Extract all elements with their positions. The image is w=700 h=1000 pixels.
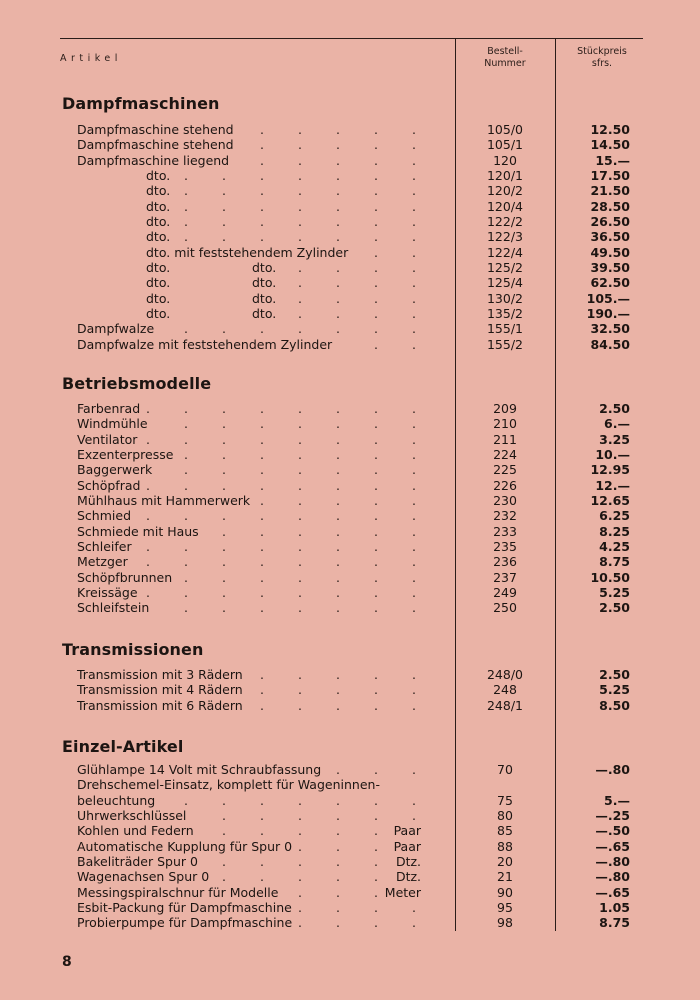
article-name: Windmühle xyxy=(77,416,148,432)
unit-price: —.65 xyxy=(595,884,630,900)
section-title: Dampfmaschinen xyxy=(62,94,220,113)
article-name: Kreissäge xyxy=(77,584,138,600)
article-name: Uhrwerkschlüssel xyxy=(77,807,187,823)
article-name: Dampfmaschine stehend xyxy=(77,137,234,153)
unit-price: —.80 xyxy=(595,853,630,869)
unit-price: —.50 xyxy=(595,823,630,839)
unit-price: 26.50 xyxy=(590,213,630,229)
unit-price: 15.— xyxy=(595,152,630,168)
catalog-row: Schleifer . . . . . . . . 235 4.25 xyxy=(77,538,630,554)
catalog-row: dto. . . . . . . . 122/3 36.50 xyxy=(146,229,630,245)
article-name: Schleifer xyxy=(77,538,132,554)
unit-price: 49.50 xyxy=(590,244,630,260)
unit-price: 10.— xyxy=(595,446,630,462)
catalog-row: Kohlen und Federn . . . . . Paar 85 —.50 xyxy=(77,823,630,839)
unit-price: 12.95 xyxy=(590,462,630,478)
catalog-row: Dampfmaschine stehend . . . . . 105/0 12.50 xyxy=(77,122,630,137)
unit-price: 39.50 xyxy=(590,259,630,275)
order-number: 155/2 xyxy=(486,336,524,352)
article-name: Baggerwerk xyxy=(77,462,153,478)
article-name: Farbenrad xyxy=(77,401,141,416)
page-number: 8 xyxy=(62,954,72,970)
unit-price: 28.50 xyxy=(590,198,630,214)
article-name: Probierpumpe für Dampfmaschine xyxy=(77,915,293,931)
unit-price: 62.50 xyxy=(590,275,630,291)
catalog-row: dto. dto. . . . . 130/2 105.— xyxy=(146,290,630,306)
catalog-row: Dampfwalze mit feststehendem Zylinder . . 155/2 84.50 xyxy=(77,336,630,352)
unit-price: 14.50 xyxy=(590,137,630,153)
order-number: 21 xyxy=(497,869,513,885)
article-name: Wagenachsen Spur 0 xyxy=(77,869,210,885)
article-name: Schleifstein xyxy=(77,600,150,616)
unit-price: 12.65 xyxy=(590,492,630,508)
order-number: 230 xyxy=(493,492,517,508)
unit-price: 6.25 xyxy=(599,508,630,524)
order-number: 225 xyxy=(493,462,517,478)
article-name: beleuchtung xyxy=(77,792,156,808)
unit-price: 105.— xyxy=(586,290,630,306)
order-number: 210 xyxy=(493,416,517,432)
catalog-row: Schleifstein . . . . . . . 250 2.50 xyxy=(77,600,630,616)
article-unit: Dtz. xyxy=(395,853,421,869)
article-name: Schöpfrad xyxy=(77,477,141,493)
unit-price: 36.50 xyxy=(590,229,630,245)
order-number: 88 xyxy=(497,838,513,854)
catalog-row: beleuchtung . . . . . . . 75 5.— xyxy=(77,792,630,808)
unit-price: 2.50 xyxy=(599,600,630,616)
article-name: Kohlen und Federn xyxy=(77,823,194,839)
catalog-row: Dampfwalze . . . . . . . 155/1 32.50 xyxy=(77,321,630,337)
unit-price: 8.25 xyxy=(599,523,630,539)
order-number: 248 xyxy=(493,682,517,698)
order-number: 98 xyxy=(497,915,513,931)
catalog-row: Dampfmaschine stehend . . . . . 105/1 14.50 xyxy=(77,137,630,153)
unit-price: 6.— xyxy=(604,416,630,432)
order-number: 122/4 xyxy=(486,244,524,260)
catalog-row: Schöpfbrunnen . . . . . . . 237 10.50 xyxy=(77,569,630,585)
header-artikel: Artikel xyxy=(60,53,122,64)
catalog-row: Dampfmaschine liegend . . . . . 120 15.— xyxy=(77,152,630,168)
order-number: 248/1 xyxy=(486,697,524,713)
article-name: Esbit-Packung für Dampfmaschine xyxy=(77,899,292,915)
catalog-row: Wagenachsen Spur 0 . . . . . Dtz. 21 —.80 xyxy=(77,869,630,885)
order-number: 122/2 xyxy=(486,213,524,229)
unit-price: 32.50 xyxy=(590,321,630,337)
unit-price: 5.— xyxy=(604,792,630,808)
order-number: 211 xyxy=(493,431,517,447)
article-name: dto. xyxy=(146,167,171,183)
unit-price: 4.25 xyxy=(599,538,630,554)
order-number: 235 xyxy=(493,538,517,554)
catalog-row: dto. . . . . . . . 120/2 21.50 xyxy=(146,183,630,199)
order-number: 105/0 xyxy=(486,122,524,137)
catalog-row: Transmission mit 4 Rädern . . . . . 248 5.25 xyxy=(77,682,630,698)
article-name: dto. xyxy=(146,259,171,275)
catalog-row: dto. . . . . . . . 120/4 28.50 xyxy=(146,198,630,214)
order-number: 155/1 xyxy=(486,321,524,337)
order-number: 105/1 xyxy=(486,137,524,153)
order-number: 80 xyxy=(497,807,513,823)
catalog-row: Transmission mit 3 Rädern . . . . . 248/0 2.50 xyxy=(77,667,630,682)
article-name: Schmiede mit Haus xyxy=(77,523,199,539)
order-number: 233 xyxy=(493,523,517,539)
unit-price: 8.75 xyxy=(599,554,630,570)
article-name: Ventilator xyxy=(77,431,138,447)
catalog-row: Automatische Kupplung für Spur 0 . . . Paar 88 —.65 xyxy=(77,838,630,854)
unit-price: 1.05 xyxy=(599,899,630,915)
order-number: 224 xyxy=(493,446,517,462)
unit-price: —.80 xyxy=(595,762,630,777)
article-name: Glühlampe 14 Volt mit Schraubfassung xyxy=(77,762,322,777)
catalog-row: Bakeliträder Spur 0 . . . . . Dtz. 20 —.80 xyxy=(77,853,630,869)
article-name: Schöpfbrunnen xyxy=(77,569,173,585)
unit-price: 10.50 xyxy=(590,569,630,585)
unit-price: 3.25 xyxy=(599,431,630,447)
header-bestell-nummer: Bestell- Nummer xyxy=(484,46,526,69)
article-unit: Dtz. xyxy=(395,869,421,885)
catalog-row: Transmission mit 6 Rädern . . . . . 248/1 8.50 xyxy=(77,697,630,713)
unit-price: 21.50 xyxy=(590,183,630,199)
order-number: 120/4 xyxy=(486,198,524,214)
catalog-row: Mühlhaus mit Hammerwerk . . . . . 230 12.65 xyxy=(77,492,630,508)
unit-price: —.80 xyxy=(595,869,630,885)
article-name: dto. mit feststehendem Zylinder xyxy=(146,244,349,260)
article-name: Transmission mit 3 Rädern xyxy=(77,667,243,682)
unit-price: —.25 xyxy=(595,807,630,823)
order-number: 95 xyxy=(497,899,513,915)
order-number: 130/2 xyxy=(486,290,524,306)
article-name: dto. xyxy=(146,305,171,321)
article-name: Dampfmaschine stehend xyxy=(77,122,234,137)
catalog-row: Esbit-Packung für Dampfmaschine . . . . 95 1.05 xyxy=(77,899,630,915)
section-title: Transmissionen xyxy=(62,640,204,659)
header-stueckpreis: Stückpreis sfrs. xyxy=(577,46,627,69)
catalog-row: dto. dto. . . . . 125/2 39.50 xyxy=(146,259,630,275)
article-name: Automatische Kupplung für Spur 0 xyxy=(77,838,293,854)
unit-price: 2.50 xyxy=(599,667,630,682)
article-name: Transmission mit 6 Rädern xyxy=(77,697,243,713)
catalog-row: Farbenrad . . . . . . . . 209 2.50 xyxy=(77,401,630,416)
section-title: Betriebsmodelle xyxy=(62,374,212,393)
order-number: 20 xyxy=(497,853,513,869)
order-number: 236 xyxy=(493,554,517,570)
article-sub: dto. xyxy=(252,275,277,291)
order-number: 125/2 xyxy=(486,259,524,275)
article-name: Dampfwalze mit feststehendem Zylinder xyxy=(77,336,333,352)
article-name: dto. xyxy=(146,213,171,229)
order-number: 226 xyxy=(493,477,517,493)
catalog-row: Probierpumpe für Dampfmaschine . . . . 98 8.75 xyxy=(77,915,630,931)
order-number: 75 xyxy=(497,792,513,808)
order-number: 209 xyxy=(493,401,517,416)
order-number: 232 xyxy=(493,508,517,524)
unit-price: 84.50 xyxy=(590,336,630,352)
article-name: Messingspiralschnur für Modelle xyxy=(77,884,279,900)
unit-price: 17.50 xyxy=(590,167,630,183)
order-number: 237 xyxy=(493,569,517,585)
article-name: dto. xyxy=(146,275,171,291)
order-number: 85 xyxy=(497,823,513,839)
article-unit: Paar xyxy=(393,823,421,839)
catalog-row: Baggerwerk . . . . . . . 225 12.95 xyxy=(77,462,630,478)
article-name: Dampfwalze xyxy=(77,321,155,337)
article-name: Schmied xyxy=(77,508,132,524)
article-name: Bakeliträder Spur 0 xyxy=(77,853,198,869)
order-number: 120/1 xyxy=(486,167,524,183)
article-sub: dto. xyxy=(252,259,277,275)
article-name: Metzger xyxy=(77,554,128,570)
article-name: dto. xyxy=(146,290,171,306)
order-number: 70 xyxy=(497,762,513,777)
unit-price: —.65 xyxy=(595,838,630,854)
catalog-row: Kreissäge . . . . . . . . 249 5.25 xyxy=(77,584,630,600)
unit-price: 5.25 xyxy=(599,584,630,600)
unit-price: 8.50 xyxy=(599,697,630,713)
catalog-row: dto. dto. . . . . 125/4 62.50 xyxy=(146,275,630,291)
catalog-row: Schöpfrad . . . . . . . . 226 12.— xyxy=(77,477,630,493)
article-name: dto. xyxy=(146,198,171,214)
catalog-row: Uhrwerkschlüssel . . . . . . 80 —.25 xyxy=(77,807,630,823)
catalog-row: Exzenterpresse . . . . . . . 224 10.— xyxy=(77,446,630,462)
order-number: 135/2 xyxy=(486,305,524,321)
article-name: dto. xyxy=(146,229,171,245)
catalog-row: dto. . . . . . . . 120/1 17.50 xyxy=(146,167,630,183)
article-name: Exzenterpresse xyxy=(77,446,174,462)
catalog-row: Ventilator . . . . . . . . 211 3.25 xyxy=(77,431,630,447)
unit-price: 5.25 xyxy=(599,682,630,698)
article-unit: Meter xyxy=(384,884,421,900)
order-number: 248/0 xyxy=(486,667,524,682)
order-number: 120/2 xyxy=(486,183,524,199)
catalog-row: Glühlampe 14 Volt mit Schraubfassung . . . 70 —.80 xyxy=(77,762,630,777)
article-sub: dto. xyxy=(252,290,277,306)
article-name: Transmission mit 4 Rädern xyxy=(77,682,243,698)
article-sub: dto. xyxy=(252,305,277,321)
order-number: 125/4 xyxy=(486,275,524,291)
catalog-row: Messingspiralschnur für Modelle . . . Meter 90 —.65 xyxy=(77,884,630,900)
catalog-row: Windmühle . . . . . . . 210 6.— xyxy=(77,416,630,432)
catalog-row xyxy=(0,777,700,792)
article-name: Dampfmaschine liegend xyxy=(77,152,230,168)
unit-price: 190.— xyxy=(586,305,630,321)
catalog-row: Metzger . . . . . . . . 236 8.75 xyxy=(77,554,630,570)
article-name: dto. xyxy=(146,183,171,199)
catalog-row: dto. mit feststehendem Zylinder . . 122/4 49.50 xyxy=(146,244,630,260)
order-number: 120 xyxy=(493,152,517,168)
section-title: Einzel-Artikel xyxy=(62,737,184,756)
unit-price: 12.— xyxy=(595,477,630,493)
article-unit: Paar xyxy=(393,838,421,854)
catalog-row: Schmied . . . . . . . . 232 6.25 xyxy=(77,508,630,524)
order-number: 90 xyxy=(497,884,513,900)
unit-price: 12.50 xyxy=(590,122,630,137)
unit-price: 2.50 xyxy=(599,401,630,416)
order-number: 250 xyxy=(493,600,517,616)
order-number: 122/3 xyxy=(486,229,524,245)
article-name: Mühlhaus mit Hammerwerk xyxy=(77,492,251,508)
catalog-row: Schmiede mit Haus . . . . . . 233 8.25 xyxy=(77,523,630,539)
order-number: 249 xyxy=(493,584,517,600)
unit-price: 8.75 xyxy=(599,915,630,931)
catalog-row: dto. . . . . . . . 122/2 26.50 xyxy=(146,213,630,229)
catalog-row: dto. dto. . . . . 135/2 190.— xyxy=(146,305,630,321)
article-name: Drehschemel-Einsatz, komplett für Wageninnen- xyxy=(77,777,380,793)
